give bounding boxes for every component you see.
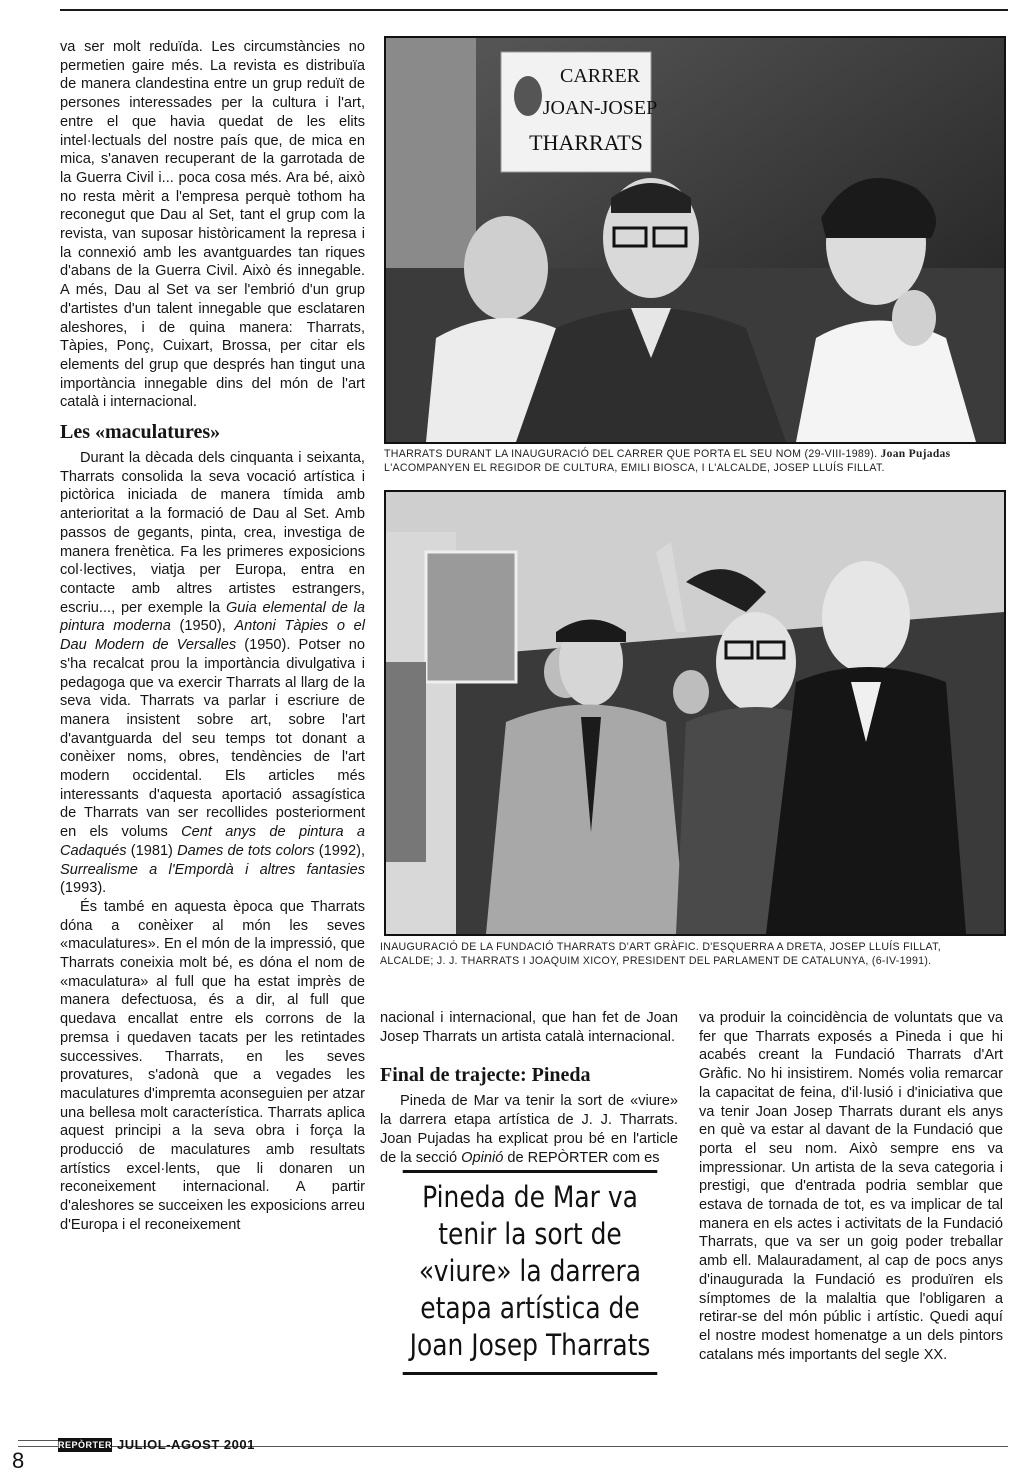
- book-title: Surrealisme a l'Empordà i altres fantasies: [60, 861, 365, 878]
- photo-caption-2: INAUGURACIÓ DE LA FUNDACIÓ THARRATS D'ART GRÀFIC. D'ESQUERRA A DRETA, JOSEP LLUÍS FILLAT, ALCALDE; J. J. THARRATS I JOAQUIM XICOY, PRESIDENT DEL PARLAMENT DE CATALUNYA, (6-IV-1991).: [380, 941, 941, 967]
- paragraph: Pineda de Mar va tenir la sort de «viure» la darrera etapa artística de J. J. Tharrats. Joan Pujadas ha explicat prou bé en l'article de la secció Opinió de REPÒRTER com es: [380, 1093, 678, 1166]
- top-rule: [60, 9, 1008, 11]
- paragraph: va ser molt reduïda. Les circumstàncies no permetien gaire més. La revista es distribuïa de manera clandestina entre un grup reduït de persones interessades per la cultura i l'art, entre el que havia quedat de les elits intel·lectuals del nostre país que, de mica en mica, s'anaven recuperant de la garrotada de la Guerra Civil i... poca cosa més. Ara bé, això no resta mèrit a l'empresa perquè tothom ha reconegut que Dau al Set, tant el grup com la revista, van suposar històricament la represa i la connexió amb les avantguardes tan riques d'abans de la Guerra Civil. Això és innegable. A més, Dau al Set va ser l'embrió d'un grup d'artistes d'un talent innegable que esclataren aleshores, i de quina manera: Tharrats, Tàpies, Ponç, Cuixart, Brossa, per citar els elements del grup que després han tingut una importància innegable dins del món de l'art català i internacional.: [60, 39, 365, 411]
- book-title: Antoni Tàpies o el Dau Modern de Versalles: [60, 618, 365, 654]
- article-column-1: [60, 38, 365, 1235]
- pull-quote: Pineda de Mar va tenir la sort de «viure» la darrera etapa artística de Joan Josep Tharrats: [403, 1170, 658, 1375]
- paragraph: És també en aquesta època que Tharrats dóna a conèixer al món les seves «maculatures». En el món de la impressió, que Tharrats coneixia molt bé, es dóna el nom de «maculatura» al full que ha estat imprès de manera defectuosa, és a dir, al full que quedava encallat entre els corrons de la premsa i quedaven tacats per les retintades successives. Tharrats, en les seves provatures, s'adonà que a vegades les maculatures d'impremta aconseguien per atzar una bellesa molt característica. Tharrats aplica aquest principi a la seva obra i força la producció de maculatures amb resultats artístics excel·lents, que li donaren un reconeixement internacional. A partir d'aleshores se succeixen les exposicions arreu d'Europa i el reconeixement: [60, 898, 365, 1233]
- photo-foundation-inauguration: [384, 490, 1006, 936]
- photo-foundation-inauguration-image: [386, 492, 1004, 934]
- paragraph: nacional i internacional, que han fet de Joan Josep Tharrats un artista català internacional.: [380, 1010, 678, 1045]
- paragraph: va produir la coincidència de voluntats que va fer que Tharrats exposés a Pineda i que hi acabés creant la Fundació Tharrats d'Art Gràfic. No hi insistirem. Només volia remarcar la capacitat de feina, d'il·lusió i d'iniciativa que va tenir Joan Josep Tharrats durant els anys en què va estar al davant de la Fundació que porta el seu nom. Això sempre ens va impressionar. Un artista de la seva categoria i prestigi, que d'entrada podria semblar que estava de tornada de tot, es va implicar de tal manera en els actes i activitats de la Fundació Tharrats, que va ser un goig poder treballar amb ell. Malauradament, al cap de pocs anys d'inaugurada la Fundació es produïren els símptomes de la malaltia que l'obligaren a retirar-se del món públic i artístic. Quedi aquí el nostre modest homenatge a un dels pintors catalans més importants del segle XX.: [699, 1010, 1003, 1363]
- page-number: 8: [12, 1448, 25, 1473]
- sign-line-2: JOAN-JOSEP: [542, 97, 658, 119]
- footer-rule-short: [18, 1440, 58, 1441]
- article-column-3: [699, 1009, 1003, 1364]
- book-title: Guia elemental de la pintura moderna: [60, 599, 366, 635]
- book-title: Cent anys de pintura a Cadaqués: [60, 824, 366, 859]
- photo-street-inauguration-image: [386, 38, 1004, 442]
- sign-line-1: CARRER: [559, 65, 641, 87]
- section-name: Opinió: [461, 1149, 504, 1166]
- photo-street-inauguration: [384, 36, 1006, 444]
- paragraph: Durant la dècada dels cinquanta i seixanta, Tharrats consolida la seva vocació artística i pictòrica iniciada de manera tímida amb anterioritat a la formació de Dau al Set. Amb passos de gegants, pinta, crea, investiga de manera frenètica. Fa les primeres exposicions col·lectives, viatja per Europa, entra en contacte amb altres artistes estrangers, escriu..., per exemple la Guia elemental de la pintura moderna (1950), Antoni Tàpies o el Dau Modern de Versalles (1950). Potser no s'ha recalcat prou la importància divulgativa i pedagoga que va exercir Tharrats al llarg de la seva vida. Tharrats va parlar i escriure de manera insistent sobre art, sobre l'art d'avantguarda del seu temps tot donant a conèixer noms, obres, tendències de l'art modern occidental. Els articles més interessants d'aquesta aportació assagística de Tharrats van ser recollides posteriorment en els volums Cent anys de pintura a Cadaqués (1981) Dames de tots colors (1992), Surrealisme a l'Empordà i altres fantasies (1993).: [60, 450, 366, 897]
- magazine-logo: REPÒRTER: [58, 1440, 113, 1450]
- section-heading: Final de trajecte: Pineda: [380, 1064, 591, 1087]
- section-heading: Les «maculatures»: [60, 421, 221, 444]
- book-title: Dames de tots colors: [177, 842, 315, 859]
- photo-caption-1: THARRATS DURANT LA INAUGURACIÓ DEL CARRER QUE PORTA EL SEU NOM (29-VIII-1989). Joan Pujadas L'ACOMPANYEN EL REGIDOR DE CULTURA, EMILI BIOSCA, I L'ALCALDE, JOSEP LLUÍS FILLAT.: [384, 448, 951, 474]
- issue-date: JULIOL-AGOST 2001: [117, 1437, 255, 1452]
- article-column-2: [380, 1009, 678, 1167]
- sign-line-3: THARRATS: [529, 130, 643, 155]
- photo-credit: Joan Pujadas: [880, 448, 951, 460]
